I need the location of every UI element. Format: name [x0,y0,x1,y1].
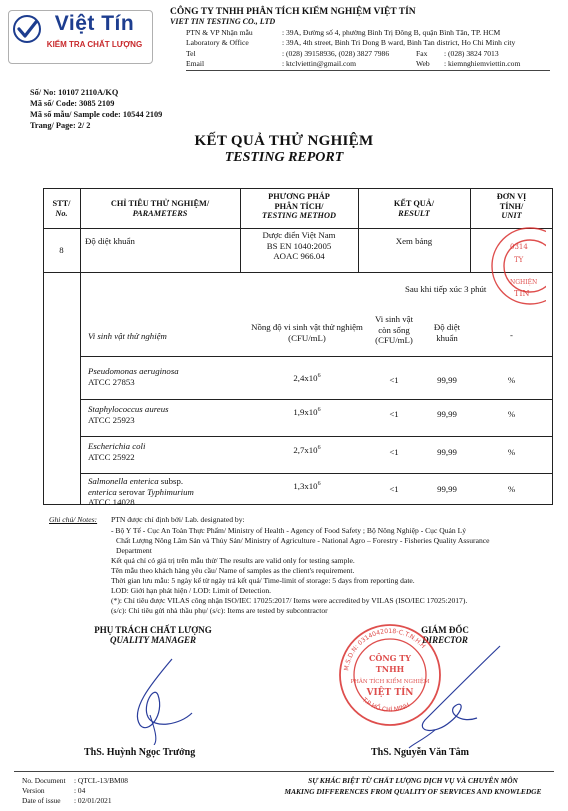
organism-strain: ATCC 25922 [88,452,135,463]
footer-divider [14,771,554,772]
conc-exp: 6 [317,481,321,488]
method-line-3: AOAC 966.04 [273,251,325,262]
col-header-param-en: PARAMETERS [132,208,188,218]
col-header-unit-vn2: TÍNH/ [499,201,524,211]
report-code: Mã số/ Code: 3085 2109 [30,99,115,108]
surviving-2: <1 [389,409,399,419]
svg-text:NGHIỆN: NGHIỆN [510,279,538,286]
row-parameter: Độ diệt khuẩn [85,236,135,246]
note-line: Department [116,546,152,555]
address-en-value: : 39A, 4th street, Binh Tri Dong B ward, Binh Tan district, Ho Chi Minh city [282,38,516,47]
report-title-en: TESTING REPORT [224,150,344,165]
subheader-concentration-1: Nồng độ vi sinh vật thử nghiệm [251,322,363,332]
organism-name-1 [88,366,179,389]
organism-serovar: Typhimurium [147,486,194,497]
concentration-2 [243,407,371,417]
table-hline [80,436,553,437]
conc-exp: 6 [317,407,321,414]
subheader-concentration-2: (CFU/mL) [288,332,326,343]
logo-name: Việt Tín [54,12,135,35]
method-line-1: Dược điển Việt Nam [262,230,336,240]
col-header-unit-en: UNIT [501,211,522,221]
unit-1: % [507,375,516,385]
row-result: Xem bảng [395,236,433,246]
footer-doc-no-value: : QTCL-13/BM08 [74,776,128,785]
email-label: Email [186,59,205,68]
subheader-kill-rate-2: khuẩn [436,332,458,343]
address-en-label: Laboratory & Office [186,38,249,47]
quality-manager-name: ThS. Huỳnh Ngọc Trưởng [84,747,196,758]
conc-exp: 6 [317,445,321,452]
note-line: LOD: Giới hạn phát hiện / LOD: Limit of Detection. [111,586,272,595]
sample-code: Mã số mẫu/ Sample code: 10544 2109 [30,110,163,119]
conc-base: 2,7x10 [293,445,318,455]
director-title-vn: GIÁM ĐỐC [421,625,469,635]
surviving-1: <1 [389,375,399,385]
logo-subtitle: KIỂM TRA CHẤT LƯỢNG [46,40,143,49]
organism-species-line [88,476,194,487]
organism-name-4 [88,476,194,508]
quality-manager-title [68,625,238,645]
col-header-stt [43,199,80,218]
subheader-kill-rate [424,322,470,344]
col-header-method [240,192,358,221]
svg-text:0314: 0314 [510,243,528,251]
surviving-3: <1 [389,447,399,457]
address-vn-label: PTN & VP Nhận mẫu [186,28,253,37]
web-label: Web [416,59,430,68]
footer-date-value: : 02/01/2021 [74,796,112,805]
quality-manager-title-vn: PHỤ TRÁCH CHẤT LƯỢNG [94,625,212,635]
note-line: (s/c): Chỉ tiêu gửi nhà thầu phụ/ (s/c): Items are tested by subcontractor [111,606,328,615]
table-vline [80,272,81,505]
organism-serovar-label: serovar [116,486,148,497]
seal-line-3: PHÂN TÍCH KIỂM NGHIỆM [350,679,430,685]
email-row [186,59,520,68]
seal-line-1: CÔNG TY [369,653,411,663]
col-header-result [358,199,470,218]
col-header-parameters [80,199,240,218]
address-en-row [186,38,515,47]
col-header-param-vn: CHỈ TIÊU THỬ NGHIỆM/ [110,199,210,208]
organism-species: Pseudomonas aeruginosa [88,366,179,376]
tel-value: : (028) 39158936, (028) 3827 7986 [282,49,390,58]
fax-label: Fax [416,49,428,58]
contact-time-note: Sau khi tiếp xúc 3 phút [405,284,487,294]
subheader-organism: Vi sinh vật thử nghiệm [88,331,167,341]
header-divider [186,70,550,71]
note-line: Chất Lượng Nông Lâm Sản và Thủy Sản/ Ministry of Agriculture - National Agro – Forestry - Fisheries Quality Assurance [116,536,490,545]
col-header-unit-vn1: ĐƠN VỊ [496,192,527,201]
table-hline [80,399,553,400]
director-title-en: DIRECTOR [422,635,468,645]
unit-4: % [507,484,516,494]
page-number: Trang/ Page: 2/ 2 [30,121,91,130]
table-hline [80,356,553,357]
tel-label: Tel [186,49,196,58]
footer-doc-no-label: No. Document [22,776,66,785]
unit-3: % [507,447,516,457]
web-value: : kiemnghiemviettin.com [444,59,521,68]
note-line: Tên mẫu theo khách hàng yêu cầu/ Name of samples as the client's requirement. [111,566,355,575]
kill-rate-3: 99,99 [437,447,457,457]
footer-version [22,786,85,795]
svg-text:T.P HỒ CHÍ MINH [360,696,411,714]
quality-manager-title-en: QUALITY MANAGER [110,635,196,645]
kill-rate-1: 99,99 [437,375,457,385]
organism-subspecies: enterica [88,486,117,497]
subheader-surviving-1: Vi sinh vật [374,314,414,324]
organism-name-2 [88,404,169,427]
footer-version-label: Version [22,786,45,795]
footer-date [22,796,112,805]
subheader-surviving-3: (CFU/mL) [375,335,413,346]
subheader-kill-rate-1: Độ diệt [433,322,461,332]
footer-doc-no [22,776,128,785]
col-header-stt-vn: STT/ [52,199,71,208]
seal-ring-text: M.S.D.N: 0314042018-C.T.N.H.H [343,627,427,672]
company-seal-partial [470,224,546,308]
kill-rate-2: 99,99 [437,409,457,419]
note-line: PTN được chỉ định bởi/ Lab. designated by: [111,515,245,524]
table-hline [80,473,553,474]
footer-date-label: Date of issue [22,796,61,805]
conc-base: 1,3x10 [293,481,318,491]
note-line: Thời gian lưu mẫu: 5 ngày kể từ ngày trả kết quả/ Time-limit of storage: 5 days from reporting date. [111,576,415,585]
quality-manager-signature [110,655,200,745]
subheader-concentration [243,322,371,344]
subheader-unit-dash: - [510,330,513,340]
organism-strain: ATCC 27853 [88,377,135,388]
company-name-vn: CÔNG TY TNHH PHÂN TÍCH KIỂM NGHIỆM VIỆT TÍN [170,7,416,17]
organism-species: Staphylococcus aureus [88,404,169,414]
subheader-surviving [363,314,425,346]
concentration-4 [243,481,371,491]
conc-base: 2,4x10 [293,373,318,383]
director-name: ThS. Nguyễn Văn Tâm [371,747,469,758]
organism-strain: ATCC 14028 [88,497,135,508]
method-line-2: BS EN 1040:2005 [266,240,332,251]
col-header-method-en: TESTING METHOD [262,211,336,221]
fax-value: : (028) 3824 7013 [444,49,499,58]
concentration-1 [243,373,371,383]
organism-species: Escherichia coli [88,441,146,451]
organism-species: Salmonella enterica [88,476,159,486]
col-header-method-vn1: PHƯƠNG PHÁP [268,192,330,201]
organism-name-3 [88,441,145,464]
svg-text:TIN: TIN [514,289,530,298]
organism-subsp: subsp. [158,476,184,486]
conc-exp: 6 [317,373,321,380]
address-vn-row [186,28,500,37]
col-header-stt-en: No. [55,208,68,218]
svg-text:TY: TY [514,256,524,264]
conc-base: 1,9x10 [293,407,318,417]
col-header-result-vn: KẾT QUẢ/ [393,199,435,208]
note-line: Kết quả chỉ có giá trị trên mẫu thử/ The results are valid only for testing sample. [111,556,355,565]
company-name-en: VIET TIN TESTING CO., LTD [170,17,276,26]
concentration-3 [243,445,371,455]
seal-ring-bottom: T.P HỒ CHÍ MINH [360,696,411,714]
seal-line-4: VIỆT TÍN [366,688,414,698]
note-line: - Bộ Y Tế - Cục An Toàn Thực Phẩm/ Ministry of Health - Agency of Food Safety ; Bộ Nông Nghiệp - Cục Quản Lý [111,526,467,535]
col-header-method-vn2: PHÂN TÍCH/ [274,201,324,211]
checkmark-logo-icon [12,14,42,44]
footer-slogan-vn: SỰ KHÁC BIỆT TỪ CHẤT LƯỢNG DỊCH VỤ VÀ CHUYÊN MÔN [308,776,518,785]
unit-2: % [507,409,516,419]
report-title-vn: KẾT QUẢ THỬ NGHIỆM [194,133,374,149]
row-method [240,230,358,262]
address-vn-value: : 39A, Đường số 4, phường Bình Trị Đông B, quận Bình Tân, TP. HCM [282,28,501,37]
col-header-unit [470,192,553,221]
seal-line-2: TNHH [375,664,405,674]
note-line: (*): Chỉ tiêu được VILAS công nhận ISO/IEC 17025:2017/ Items were accredited by VILAS (ISO/IEC 17025:2017). [111,596,468,605]
footer-version-value: : 04 [74,786,86,795]
kill-rate-4: 99,99 [437,484,457,494]
surviving-4: <1 [389,484,399,494]
notes-title: Ghi chú/ Notes: [49,515,98,524]
organism-strain: ATCC 25923 [88,415,135,426]
email-value: : ktclviettin@gmail.com [282,59,357,68]
director-signature [405,640,515,750]
report-number: Số/ No: 10107 2110A/KQ [30,88,119,97]
organism-serovar-line [88,487,194,498]
subheader-surviving-2: còn sống [378,324,410,335]
footer-slogan-en: MAKING DIFFERENCES FROM QUALITY OF SERVICES AND KNOWLEDGE [284,787,542,796]
row-stt: 8 [59,245,64,255]
tel-row [186,49,499,58]
col-header-result-en: RESULT [398,208,430,218]
